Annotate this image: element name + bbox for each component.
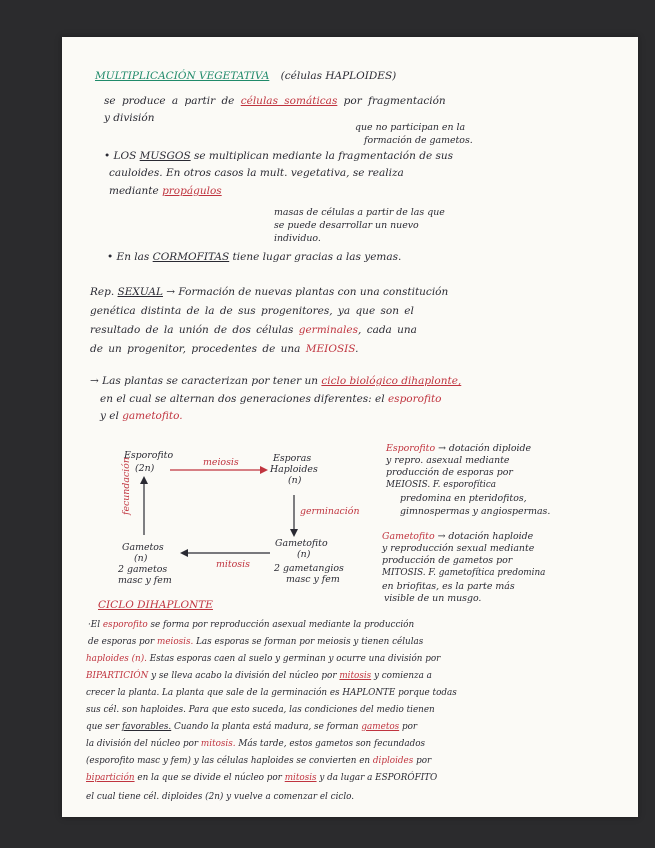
paragraph-line [88, 638, 423, 648]
side-note: y reproducción sexual mediante [382, 543, 535, 554]
paragraph-line [88, 621, 414, 631]
highlight-term: CORMOFITAS [152, 251, 230, 263]
text: → dotación diploide [438, 443, 532, 454]
node-gametos-desc: masc y fem [118, 575, 172, 586]
highlight-term: favorables. [122, 722, 172, 732]
node-gametangios-desc: masc y fem [286, 574, 340, 585]
label-germinacion: germinación [300, 506, 360, 517]
text: por fragmentación [343, 95, 446, 107]
line: cauloides. En otros casos la mult. vegetativa, se realiza [109, 167, 404, 179]
line: genética distinta de la de sus progenitores, ya que son el [90, 305, 414, 317]
text: en la que se divide el núcleo por [137, 773, 282, 783]
text: que ser [86, 722, 120, 732]
highlight-term: haploides (n). [86, 654, 147, 664]
text: Las esporas se forman por meiosis y tienen células [196, 637, 424, 647]
highlight-term: Gametofito [382, 531, 435, 542]
node-gametos-ploidy: (n) [134, 553, 148, 564]
note-line: masas de células a partir de las que [274, 207, 445, 218]
highlight-term: esporofito [387, 393, 442, 405]
line: y división [104, 112, 155, 124]
text: por [416, 756, 432, 766]
highlight-term: diploides [372, 756, 414, 766]
text: ·El [88, 620, 101, 630]
highlight-term: gametofito. [122, 410, 183, 422]
text: . [355, 343, 359, 355]
node-esporas-ploidy: (n) [288, 475, 302, 486]
paragraph-line: sus cél. son haploides. Para que esto suceda, las condiciones del medio tienen [86, 705, 435, 715]
highlight-term: MEIOSIS [305, 343, 356, 355]
text: en el cual se alternan dos generaciones diferentes: el [100, 393, 385, 405]
text: se produce a partir de [104, 95, 235, 107]
node-gametos: Gametos [122, 542, 164, 553]
side-note: producción de esporas por [386, 467, 513, 478]
note-line: se puede desarrollar un nuevo [274, 220, 419, 231]
text: y se lleva acabo la división del núcleo por [151, 671, 337, 681]
side-note: en briofitas, es la parte más [382, 581, 515, 592]
text: de esporas por [88, 637, 155, 647]
highlight-term: germinales [298, 324, 359, 336]
text: • En las [107, 251, 150, 263]
label-meiosis: meiosis [203, 457, 239, 468]
text: → dotación haploide [437, 531, 534, 542]
text: Estas esporas caen al suelo y germinan y ocurre una división por [149, 654, 441, 664]
text: • LOS [104, 150, 137, 162]
text: por [401, 722, 418, 732]
node-esporas-haploides: Haploides [270, 464, 318, 475]
text: se forma por reproducción asexual mediante la producción [150, 620, 415, 630]
side-note: visible de un musgo. [384, 593, 482, 604]
node-gametos-desc: 2 gametos [118, 564, 168, 575]
text: se multiplican mediante la fragmentación de sus [193, 150, 454, 162]
text: tiene lugar gracias a las yemas. [232, 251, 402, 263]
cycle-diagram-arrows [62, 37, 638, 817]
paragraph-line [86, 757, 431, 767]
highlight-term: Esporofito [386, 443, 436, 454]
highlight-term: ciclo biológico dihaplonte, [321, 375, 462, 387]
text: → Formación de nuevas plantas con una constitución [166, 286, 449, 298]
label-fecundacion: fecundación [121, 457, 132, 515]
text: Más tarde, estos gametos son fecundados [238, 739, 426, 749]
highlight-term: propágulos [162, 185, 222, 197]
paragraph-line [86, 672, 432, 682]
node-gametofito-ploidy: (n) [297, 549, 311, 560]
text: Rep. [90, 286, 115, 298]
title-text: MULTIPLICACIÓN VEGETATIVA [95, 70, 270, 82]
subtitle-text: (células HAPLOIDES) [280, 70, 397, 82]
highlight-term: MUSGOS [139, 150, 191, 162]
paragraph-line: crecer la planta. La planta que sale de la germinación es HAPLONTE porque todas [86, 688, 457, 698]
side-note [382, 532, 533, 542]
text: de un progenitor, procedentes de una [90, 343, 301, 355]
text: , cada una [358, 324, 417, 336]
highlight-term: células somáticas [240, 95, 338, 107]
side-note: predomina en pteridofitos, [400, 493, 527, 504]
side-note [386, 444, 531, 454]
node-esporas: Esporas [273, 453, 312, 464]
highlight-term: mitosis [339, 671, 372, 681]
text: y el [100, 410, 119, 422]
text: Cuando la planta está madura, se forman [174, 722, 359, 732]
text: resultado de la unión de dos células [90, 324, 294, 336]
highlight-term: bipartición [86, 773, 135, 783]
side-note: producción de gametos por [382, 555, 513, 566]
side-note: gimnospermas y angiospermas. [400, 506, 551, 517]
highlight-term: BIPARTICIÓN [86, 671, 149, 681]
highlight-term: mitosis [284, 773, 317, 783]
text: la división del núcleo por [86, 739, 199, 749]
side-note: MITOSIS. F. gametofítica predomina [382, 568, 546, 578]
section-title-ciclo: CICLO DIHAPLONTE [98, 599, 213, 611]
highlight-term: gametos [361, 722, 400, 732]
label-mitosis: mitosis [216, 559, 250, 570]
text: (esporofito masc y fem) y las células haploides se convierten en [86, 756, 371, 766]
text: mediante [109, 185, 159, 197]
highlight-term: SEXUAL [117, 286, 163, 298]
highlight-term: esporofito [102, 620, 148, 630]
node-esporofito-ploidy: (2n) [135, 463, 155, 474]
paragraph-line [86, 723, 417, 733]
highlight-term: mitosis. [200, 739, 236, 749]
highlight-term: meiosis. [156, 637, 194, 647]
paragraph-line [86, 740, 425, 750]
text: y comienza a [373, 671, 432, 681]
side-note: MEIOSIS. F. esporofítica [386, 480, 496, 490]
notebook-page [62, 37, 638, 817]
text: y da lugar a ESPORÓFITO [319, 773, 438, 783]
note-line: formación de gametos. [364, 135, 473, 146]
side-note: y repro. asexual mediante [386, 455, 510, 466]
node-gametofito: Gametofito [275, 538, 328, 549]
note-line: individuo. [274, 233, 321, 244]
note-line: que no participan en la [355, 122, 466, 133]
paragraph-line: el cual tiene cél. diploides (2n) y vuelve a comenzar el ciclo. [86, 792, 355, 802]
paragraph-line [86, 774, 437, 784]
node-esporofito: Esporofito [124, 450, 174, 461]
text: → Las plantas se caracterizan por tener un [90, 375, 319, 387]
paragraph-line [86, 655, 440, 665]
node-gametangios-desc: 2 gametangios [274, 563, 344, 574]
